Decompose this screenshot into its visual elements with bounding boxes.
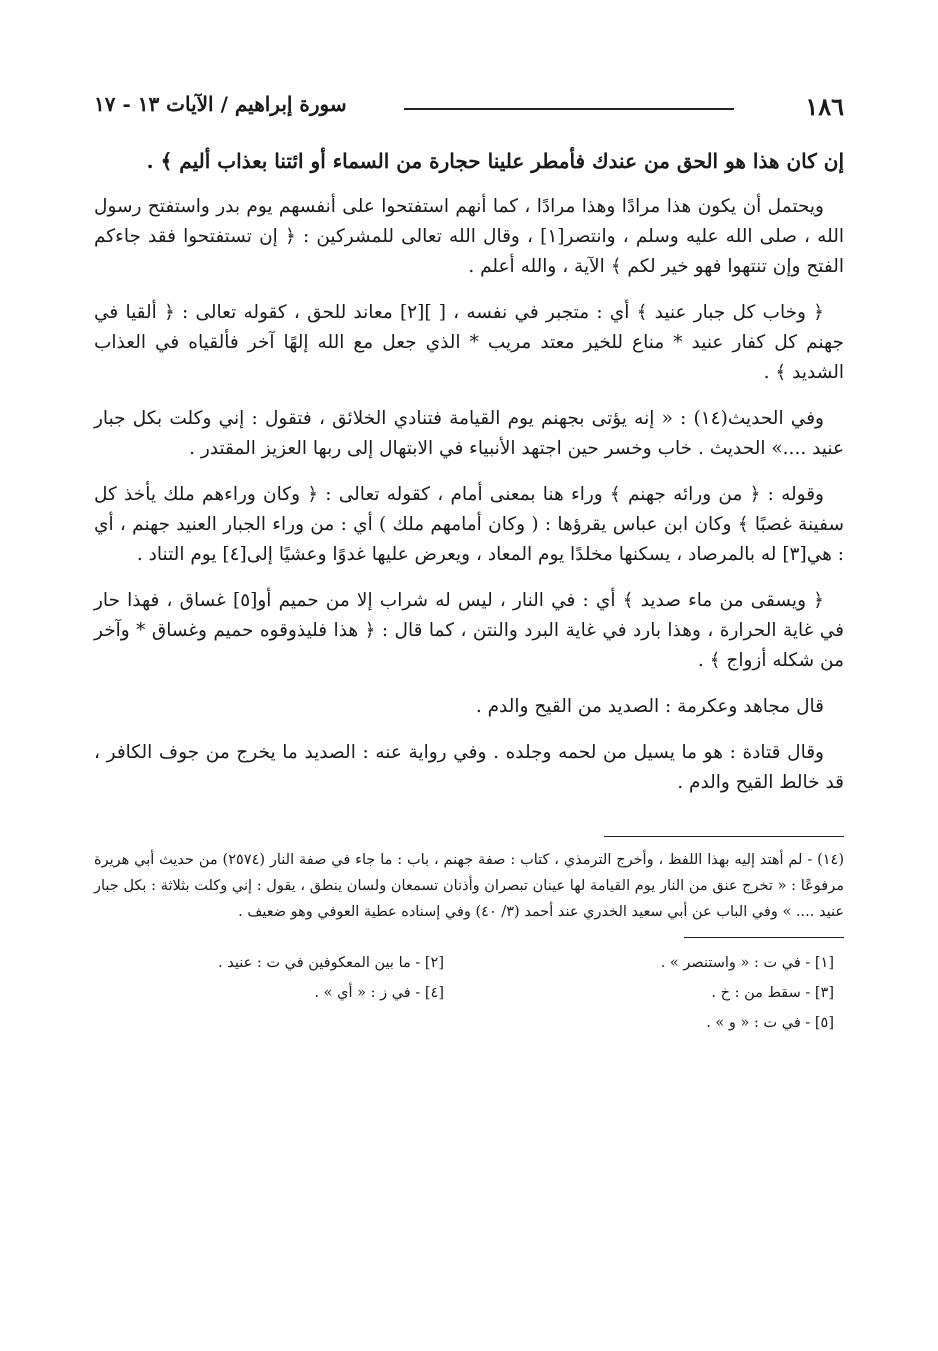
header-rule [404,108,734,110]
footnote: (١٤) - لم أهتد إليه بهذا اللفظ ، وأخرج الترمذي ، كتاب : صفة جهنم ، باب : ما جاء في صفة النار (٢٥٧٤) من حديث أبي هريرة مرفوعًا : « تخرج عنق من النار يوم القيامة لها عينان تبصران وأذنان تسمعان ولسان ينطق ، يقول : إني وكلت بثلاثة : بكل جبار عنيد .... » وفي الباب عن أبي سعيد الخدري عند أحمد (٣/ ٤٠) وفي إسناده عطية العوفي وهو ضعيف . [94,852,845,920]
paragraph: ﴿ ويسقى من ماء صديد ﴾ أي : في النار ، ليس له شراب إلا من حميم أو[٥] غساق ، فهذا حار في غاية الحرارة ، وهذا بارد في غاية البرد والنتن ، كما قال : ﴿ هذا فليذوقوه حميم وغساق * وآخر من شكله أزواج ﴾ . [94,590,844,671]
note-3: [٣] - سقط من : خ . [711,985,834,1001]
paragraph: ﴿ وخاب كل جبار عنيد ﴾ أي : متجبر في نفسه ، [ ][٢] معاند للحق ، كقوله تعالى : ﴿ ألقيا في جهنم كل كفار عنيد * مناع للخير معتد مريب * الذي جعل مع الله إلهًا آخر فألقياه في العذاب الشديد ﴾ . [94,302,844,383]
note-1: [١] - في ت : « واستنصر » . [660,955,834,971]
notes-rule [684,937,844,938]
note-5: [٥] - في ت : « و » . [706,1015,834,1031]
paragraph: قال مجاهد وعكرمة : الصديد من القيح والدم . [475,696,824,717]
paragraph: وفي الحديث(١٤) : « إنه يؤتى بجهنم يوم القيامة فتنادي الخلائق ، فتقول : إني وكلت بكل جبار عنيد ....» الحديث . خاب وخسر حين اجتهد الأنبياء في الابتهال إلى ربها العزيز المقتدر . [94,408,844,459]
book-page [94,88,844,1288]
note-2: [٢] - ما بين المعكوفين في ت : عنيد . [218,955,444,971]
page-header [94,88,844,124]
note-4: [٤] - في ز : « أي » . [314,985,444,1001]
paragraph: ويحتمل أن يكون هذا مرادًا وهذا مرادًا ، كما أنهم استفتحوا على أنفسهم يوم بدر واستفتح رسول الله ، صلى الله عليه وسلم ، وانتصر[١] ، وقال الله تعالى للمشركين : ﴿ إن تستفتحوا فقد جاءكم الفتح وإن تنتهوا فهو خير لكم ﴾ الآية ، والله أعلم . [94,196,844,277]
body-text [94,146,844,798]
footnote-rule [604,836,844,837]
apparatus-notes [94,948,844,1038]
paragraph: وقوله : ﴿ من ورائه جهنم ﴾ وراء هنا بمعنى أمام ، كقوله تعالى : ﴿ وكان وراءهم ملك يأخذ كل سفينة غصبًا ﴾ وكان ابن عباس يقرؤها : ( وكان أمامهم ملك ) أي : من وراء الجبار العنيد جهنم ، أي : هي[٣] له بالمرصاد ، يسكنها مخلدًا يوم المعاد ، ويعرض عليها غدوًا وعشيًا إلى[٤] يوم التناد . [94,484,844,565]
page-number: ١٨٦ [805,92,844,121]
paragraph: وقال قتادة : هو ما يسيل من لحمه وجلده . وفي رواية عنه : الصديد ما يخرج من جوف الكافر ، قد خالط القيح والدم . [94,742,844,793]
paragraph: إن كان هذا هو الحق من عندك فأمطر علينا حجارة من السماء أو ائتنا بعذاب أليم ﴾ . [146,149,844,173]
running-title: سورة إبراهيم / الآيات ١٣ - ١٧ [94,92,347,116]
